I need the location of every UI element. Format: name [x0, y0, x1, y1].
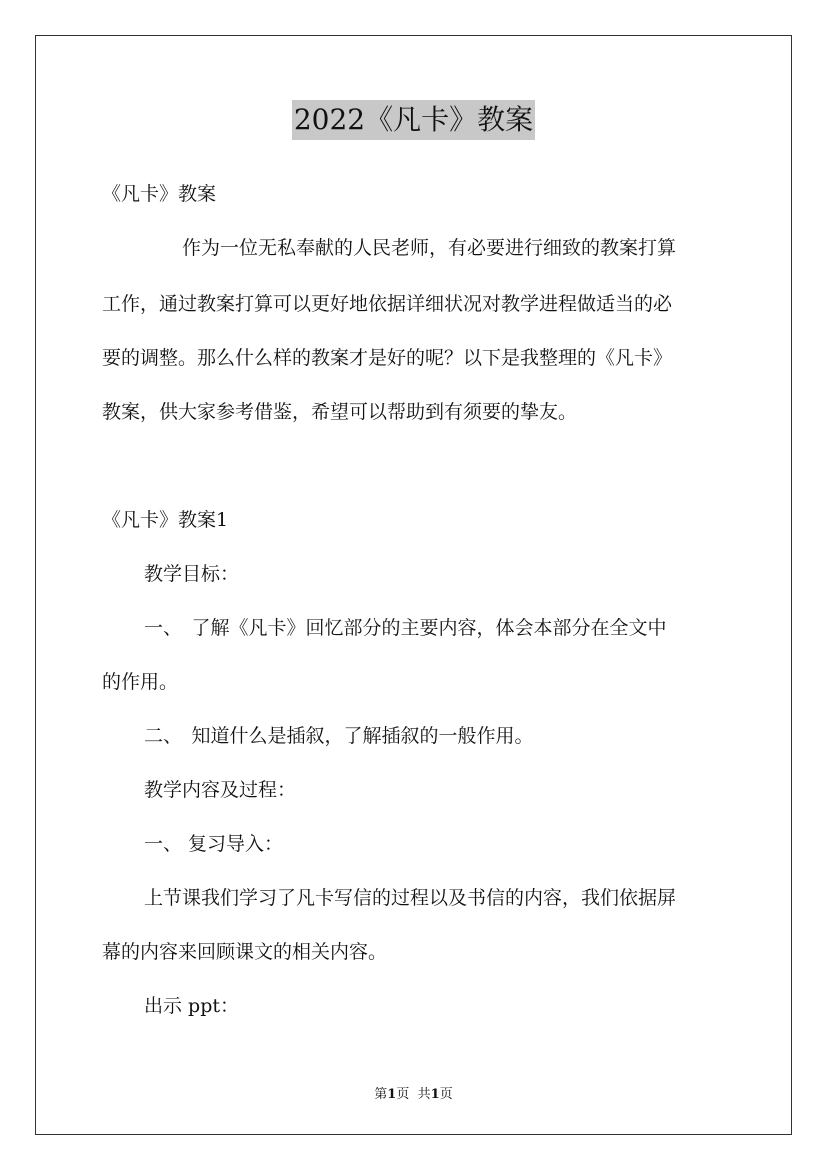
footer-page-suffix: 页	[396, 1087, 410, 1102]
footer-page-number: 1	[387, 1087, 397, 1102]
section-heading-lesson-1: 《凡卡》教案1	[102, 509, 229, 531]
review-paragraph-line-1: 上节课我们学习了凡卡写信的过程以及书信的内容，我们依据屏	[144, 887, 677, 909]
paragraph-line-2: 工作，通过教案打算可以更好地依据详细状况对教学进程做适当的必	[102, 293, 673, 315]
goal-item-2: 二、 知道什么是插叙，了解插叙的一般作用。	[144, 725, 534, 747]
goal-item-1-continued: 的作用。	[102, 671, 179, 693]
review-paragraph-line-2: 幕的内容来回顾课文的相关内容。	[102, 941, 388, 963]
footer-page-prefix: 第	[374, 1087, 388, 1102]
paragraph-line-4: 教案，供大家参考借鉴，希望可以帮助到有须要的挚友。	[102, 401, 578, 423]
review-intro-item: 一、 复习导入：	[144, 833, 284, 855]
footer-total-prefix: 共	[417, 1087, 431, 1102]
goal-item-1: 一、 了解《凡卡》回忆部分的主要内容，体会本部分在全文中	[144, 617, 667, 639]
paragraph-line-1: 作为一位无私奉献的人民老师，有必要进行细致的教案打算	[182, 237, 677, 259]
paragraph-line-3: 要的调整。那么什么样的教案才是好的呢？以下是我整理的《凡卡》	[102, 347, 673, 369]
page-footer	[0, 1083, 827, 1102]
teaching-goals-heading: 教学目标：	[144, 563, 240, 585]
document-title-container	[0, 100, 827, 140]
content-process-heading: 教学内容及过程：	[144, 779, 297, 801]
footer-total-suffix: 页	[439, 1087, 453, 1102]
footer-total-pages: 1	[430, 1087, 440, 1102]
document-title: 2022《凡卡》教案	[292, 100, 535, 140]
section-heading-intro: 《凡卡》教案	[102, 183, 217, 205]
show-ppt-line: 出示 ppt：	[144, 995, 240, 1017]
